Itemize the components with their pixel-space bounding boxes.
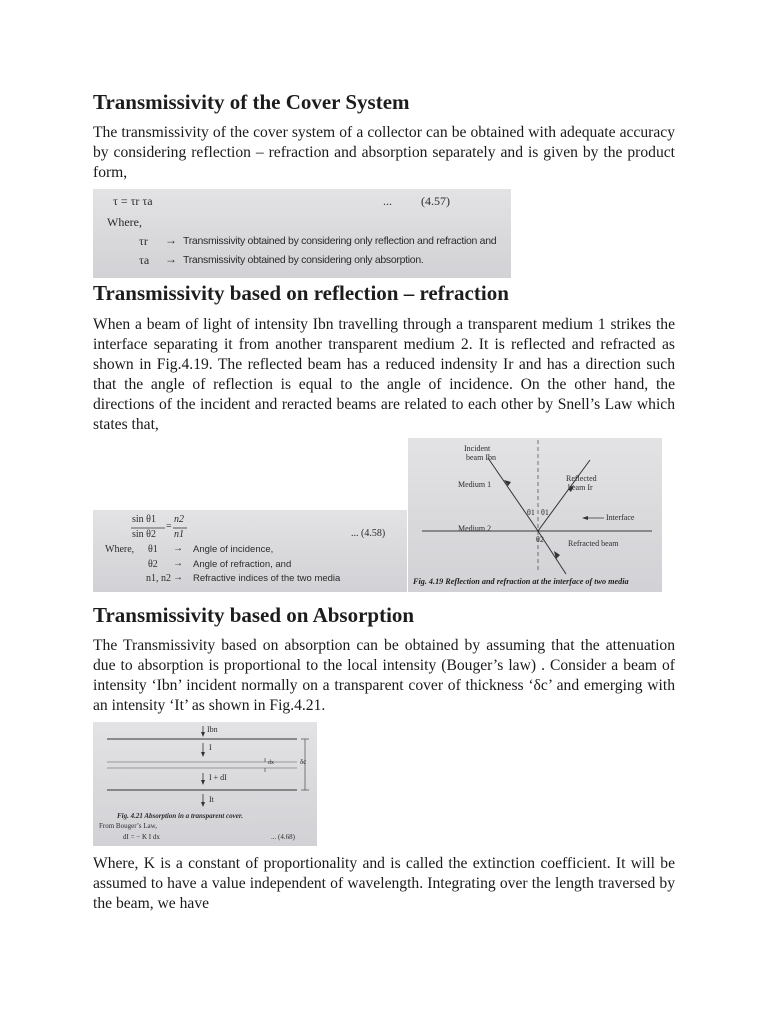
eq-4-58-row-text: Angle of incidence, <box>193 544 274 555</box>
eq-4-58-lhs-numerator: sin θ1 <box>132 514 156 525</box>
paragraph-absorption: The Transmissivity based on absorption can be obtained by assuming that the attenuation due to absorption is proportional to the local intensity (Bouger’s law) . Consider a beam of intensity ‘Ibn’ incident normally on a transparent cover of thickness ‘δc’ and emerging with an intensity ‘It’ as shown in Fig.4.21. <box>93 637 675 714</box>
figure-4-21-image <box>93 722 317 846</box>
fig-4-19-refracted-label: Refracted beam <box>568 539 619 548</box>
eq-4-57-formula: τ = τr τa <box>113 194 153 208</box>
eq-4-58-arrow: → <box>173 558 183 569</box>
heading-reflection-refraction: Transmissivity based on reflection – refraction <box>93 281 509 305</box>
fig-4-21-ibn: Ibn <box>207 725 218 734</box>
eq-4-58-number: ... (4.58) <box>351 528 386 539</box>
fig-4-21-from-bouger: From Bouger’s Law, <box>99 822 157 830</box>
figure-4-19-image <box>408 438 662 592</box>
eq-4-58-rhs-numerator: n2 <box>174 514 184 525</box>
eq-4-57-row-text: Transmissivity obtained by considering only reflection and refraction and <box>183 235 497 247</box>
eq-4-58-symbol: θ2 <box>148 559 158 570</box>
fig-4-21-dx: dx <box>268 760 274 766</box>
eq-4-58-equals: = <box>166 521 172 532</box>
eq-4-57-where: Where, <box>107 215 142 229</box>
fig-4-19-caption: Fig. 4.19 Reflection and refraction at the interface of two media <box>413 577 629 586</box>
eq-4-58-rhs-denominator: n1 <box>174 529 184 540</box>
eq-4-58-symbol: n1, n2 <box>146 573 171 584</box>
fig-4-19-theta-1: θ1 <box>527 508 535 517</box>
eq-4-58-row-text: Refractive indices of the two media <box>193 573 341 584</box>
equation-4-57-image <box>93 189 511 278</box>
eq-4-57-number: (4.57) <box>421 194 450 208</box>
eq-4-57-row-text: Transmissivity obtained by considering only absorption. <box>183 254 424 266</box>
fig-4-19-reflected-label: beam Ir <box>568 483 593 492</box>
eq-4-58-row-text: Angle of refraction, and <box>193 559 292 570</box>
fig-4-21-law: dI = − K I dx <box>123 833 160 841</box>
eq-4-57-symbol: τa <box>139 253 150 267</box>
fig-4-21-i-plus-di: I + dI <box>209 773 227 782</box>
fig-4-19-medium-1: Medium 1 <box>458 480 492 489</box>
eq-4-57-dots: ... <box>383 194 392 208</box>
fig-4-21-number: ... (4.68) <box>271 833 295 841</box>
fig-4-21-i: I <box>209 743 212 752</box>
fig-4-19-interface-label: Interface <box>606 513 635 522</box>
eq-4-58-symbol: θ1 <box>148 544 158 555</box>
heading-cover-system: Transmissivity of the Cover System <box>93 90 410 114</box>
fig-4-19-theta-1: θ1 <box>541 508 549 517</box>
paragraph-reflection-refraction: When a beam of light of intensity Ibn travelling through a transparent medium 1 strikes the interface separating it from another transparent medium 2. It is reflected and refracted as shown in Fig.4.19. The reflected beam has a reduced indensity Ir and has a direction such that the angle of reflection is equal to the angle of incidence. On the other hand, the directions of the incident and reracted beams are related to each other by Snell’s Law which states that, <box>93 316 675 433</box>
equation-4-58-image <box>93 510 407 592</box>
eq-4-57-arrow: → <box>165 252 177 266</box>
eq-4-58-lhs-denominator: sin θ2 <box>132 529 156 540</box>
eq-4-58-where: Where, <box>105 544 135 555</box>
eq-4-58-arrow: → <box>173 543 183 554</box>
fig-4-19-medium-2: Medium 2 <box>458 524 492 533</box>
fig-4-21-it: It <box>209 795 214 804</box>
paragraph-extinction-coefficient: Where, K is a constant of proportionality and is called the extinction coefficient. It will be assumed to have a value independent of wavelength. Integrating over the length traversed by the beam, we have <box>93 855 675 912</box>
paragraph-cover-system: The transmissivity of the cover system of a collector can be obtained with adequate accuracy by considering reflection – refraction and absorption separately and is given by the product form, <box>93 124 675 181</box>
fig-4-21-caption: Fig. 4.21 Absorption in a transparent cover. <box>117 812 243 820</box>
fig-4-19-theta-2: θ2 <box>536 535 544 544</box>
eq-4-57-arrow: → <box>165 233 177 247</box>
fig-4-19-reflected-label: Reflected <box>566 474 597 483</box>
eq-4-58-arrow: → <box>173 572 183 583</box>
eq-4-57-symbol: τr <box>139 234 148 248</box>
fig-4-19-incident-label: Incident <box>464 444 491 453</box>
fig-4-21-delta-c: δc <box>300 758 307 766</box>
fig-4-19-incident-label: beam Ibn <box>466 453 496 462</box>
heading-absorption: Transmissivity based on Absorption <box>93 603 415 627</box>
